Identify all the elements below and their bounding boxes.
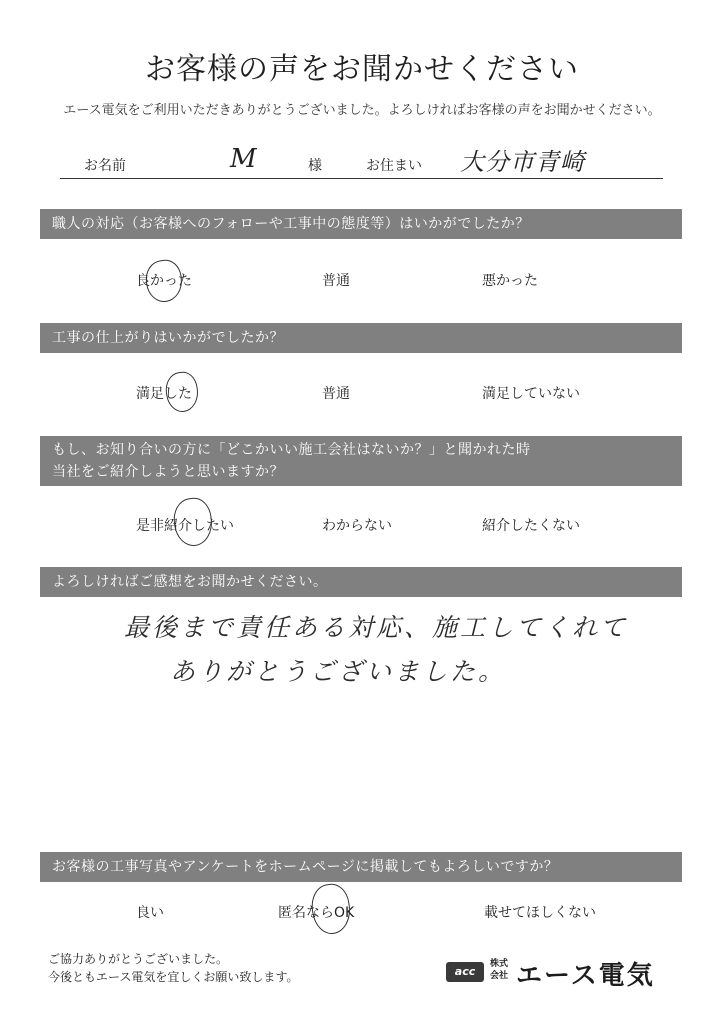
- q2-option-satisfied: 満足した: [136, 386, 192, 402]
- impressions-line-1: 最後まで責任ある対応、施工してくれて: [124, 613, 629, 642]
- impressions-header: よろしければご感想をお聞かせください。: [40, 567, 682, 597]
- publish-option-no: 載せてほしくない: [484, 905, 596, 921]
- footer-line-2: 今後ともエース電気を宜しくお願い致します。: [48, 970, 299, 984]
- impressions-line-2: ありがとうございました。: [170, 657, 507, 686]
- footer-line-1: ご協力ありがとうございました。: [48, 952, 229, 966]
- publish-header: お客様の工事写真やアンケートをホームページに掲載してもよろしいですか？: [40, 852, 682, 882]
- q1-option-bad: 悪かった: [482, 273, 538, 289]
- company-name: エース電気: [516, 961, 655, 991]
- honorific-label: 様: [308, 158, 322, 174]
- q3-option-no: 紹介したくない: [482, 518, 580, 534]
- page-subtitle: エース電気をご利用いただきありがとうございました。よろしければお客様の声をお聞かせください。: [63, 103, 661, 118]
- question-3-line1: もし、お知り合いの方に「どこかいい施工会社はないか？」と聞かれた時: [52, 442, 531, 458]
- publish-option-anonymous: 匿名ならOK: [278, 905, 355, 921]
- address-value: 大分市青崎: [460, 148, 585, 176]
- name-value: M: [230, 144, 257, 174]
- q1-selection-circle: [143, 258, 184, 305]
- page-title: お客様の声をお聞かせください: [145, 52, 579, 87]
- question-1-header: 職人の対応（お客様へのフォローや工事中の態度等）はいかがでしたか？: [40, 209, 682, 239]
- kabushiki-label: 株式: [490, 959, 509, 969]
- question-3-header: [40, 436, 682, 486]
- q1-option-normal: 普通: [322, 273, 350, 289]
- name-label: お名前: [84, 158, 126, 174]
- company-type-label: [490, 958, 508, 982]
- company-logo-icon: acc: [446, 962, 484, 982]
- q2-option-normal: 普通: [322, 386, 350, 402]
- question-3-line2: 当社をご紹介しようと思いますか？: [52, 464, 284, 480]
- footer-message: [48, 950, 298, 986]
- q2-option-unsatisfied: 満足していない: [482, 386, 580, 402]
- kaisha-label: 会社: [490, 971, 509, 981]
- publish-selection-circle: [309, 882, 354, 937]
- q2-selection-circle: [163, 370, 200, 414]
- question-2-header: 工事の仕上がりはいかがでしたか？: [40, 323, 682, 353]
- customer-info-row: [60, 144, 663, 179]
- q3-option-yes: 是非紹介したい: [136, 518, 234, 534]
- q1-option-good: 良かった: [136, 273, 192, 289]
- q3-selection-circle: [171, 496, 215, 549]
- address-label: お住まい: [366, 158, 422, 174]
- publish-option-ok: 良い: [136, 905, 164, 921]
- q3-option-unsure: わからない: [322, 518, 392, 534]
